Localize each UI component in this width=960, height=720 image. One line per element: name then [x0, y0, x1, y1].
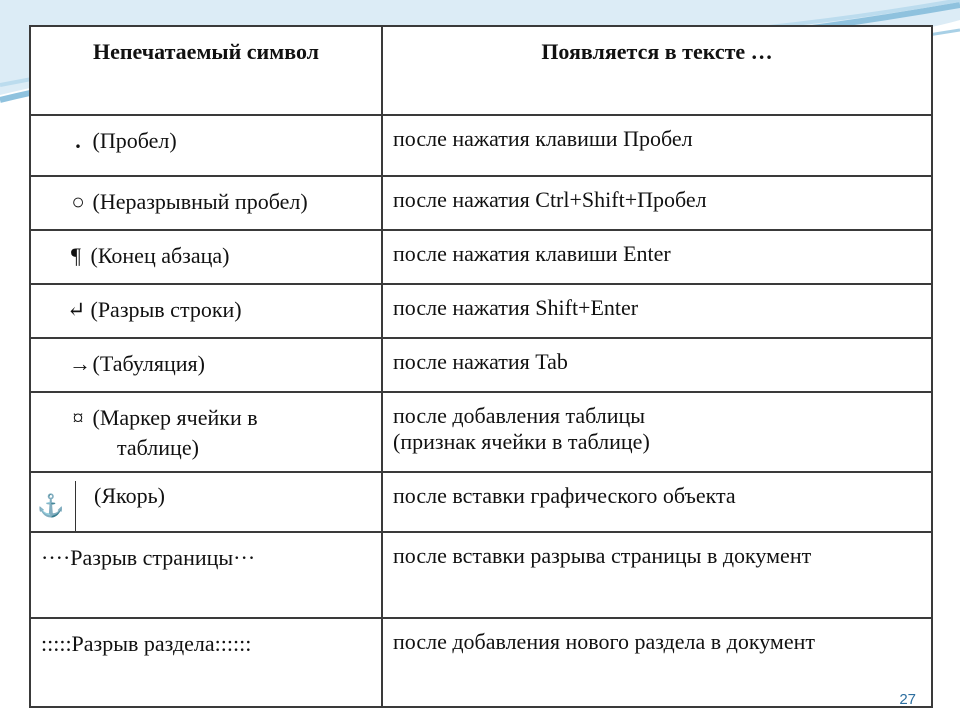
symbol-name: (Конец абзаца) [90, 243, 230, 268]
line-break-symbol: ↵ [67, 297, 86, 322]
appears-text: после нажатия клавиши Пробел [393, 126, 693, 151]
nonbreaking-space-symbol: ○ [71, 189, 85, 214]
appears-text: после добавления нового раздела в документ [393, 629, 815, 654]
tab-arrow-symbol: → [69, 351, 91, 376]
appears-text: после нажатия Tab [393, 349, 568, 374]
symbol-name: (Табуляция) [92, 351, 205, 376]
table-row [30, 115, 932, 176]
nonprinting-symbols-table [29, 25, 933, 708]
symbol-name-line2: таблице) [117, 435, 199, 460]
table-row [30, 176, 932, 230]
pilcrow-symbol: ¶ [71, 243, 81, 268]
table-row [30, 392, 932, 472]
header-col-symbol: Непечатаемый символ [30, 26, 382, 115]
table-row [30, 230, 932, 284]
header-col-appears: Появляется в тексте … [382, 26, 932, 115]
table-header-row [30, 26, 932, 115]
appears-text-line1: после добавления таблицы [393, 403, 646, 428]
symbol-name-line1: (Маркер ячейки в [92, 405, 258, 430]
symbol-name: (Разрыв строки) [90, 297, 242, 322]
appears-text: после нажатия Shift+Enter [393, 295, 639, 320]
table-row [30, 472, 932, 532]
cell-marker-symbol: ¤ [72, 405, 84, 430]
symbol-name: (Якорь) [94, 483, 165, 508]
page-break-label: ····Разрыв страницы··· [41, 545, 256, 570]
symbol-name: (Пробел) [92, 128, 177, 153]
appears-text: после нажатия Ctrl+Shift+Пробел [393, 187, 707, 212]
table-row [30, 532, 932, 618]
appears-text: после нажатия клавиши Enter [393, 241, 671, 266]
appears-text-line2: (признак ячейки в таблице) [393, 429, 650, 454]
divider [75, 481, 76, 531]
table-row [30, 284, 932, 338]
page-number: 27 [899, 691, 916, 708]
section-break-label: :::::Разрыв раздела:::::: [41, 631, 252, 656]
appears-text: после вставки графического объекта [393, 483, 736, 508]
symbol-name: (Неразрывный пробел) [92, 189, 308, 214]
space-dot-symbol: . [75, 128, 81, 153]
table-row [30, 618, 932, 707]
anchor-icon: ⚓ [37, 493, 65, 518]
appears-text: после вставки разрыва страницы в документ [393, 543, 812, 568]
table-row [30, 338, 932, 392]
